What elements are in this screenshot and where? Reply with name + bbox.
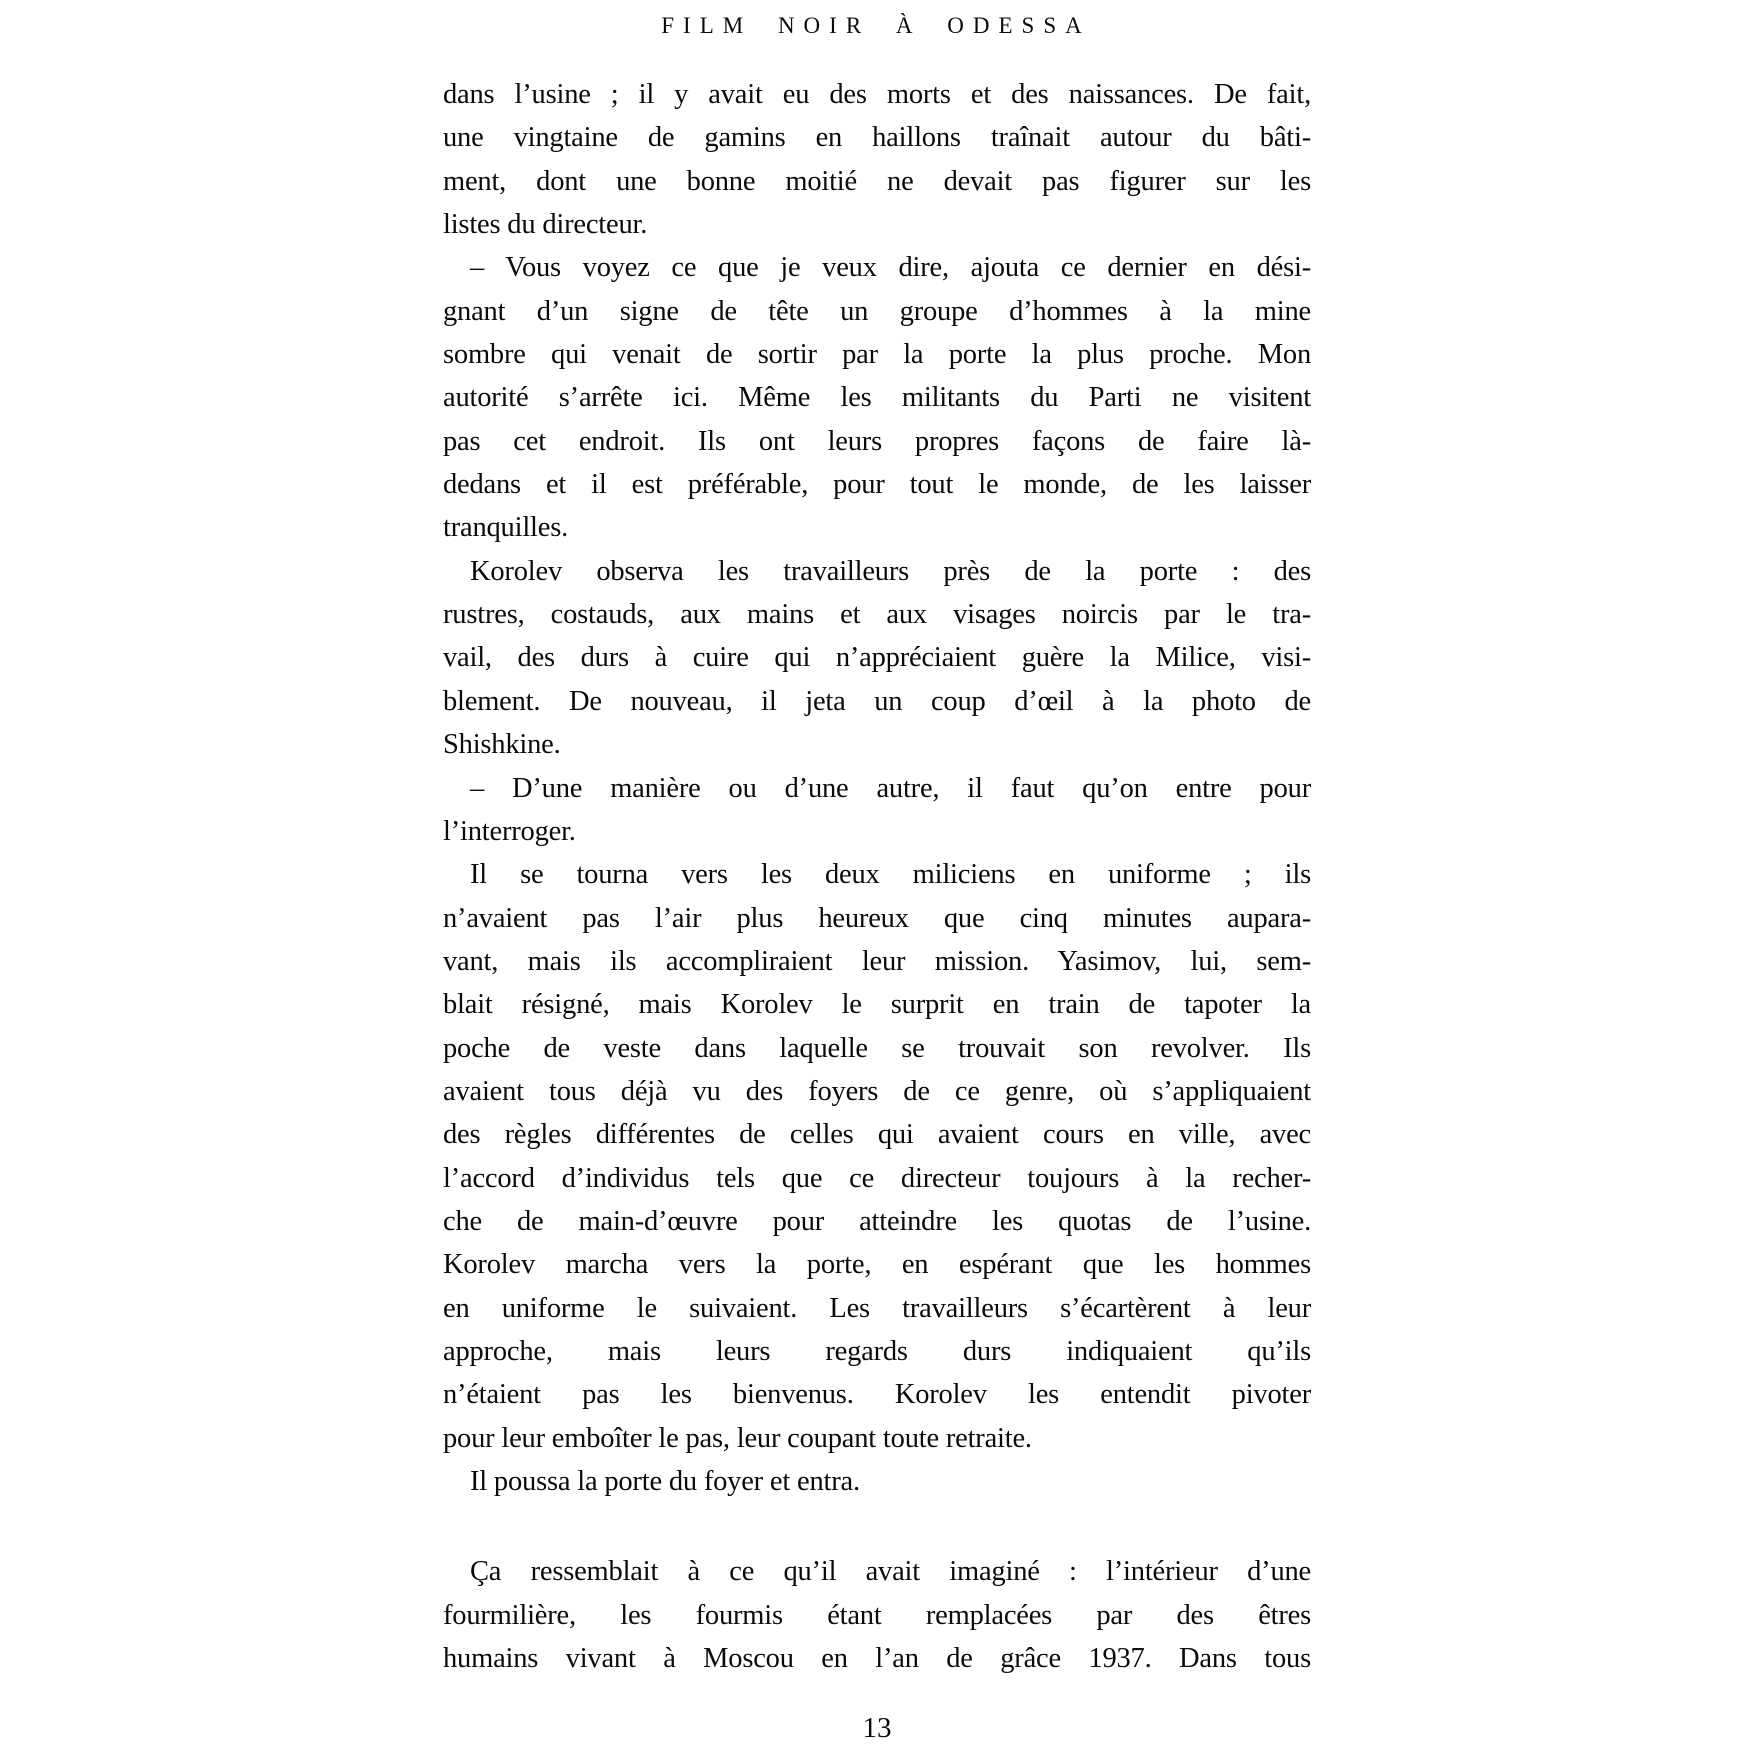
text-line: avaient tous déjà vu des foyers de ce genre, où s’appliquaient xyxy=(443,1075,1311,1107)
text-line: une vingtaine de gamins en haillons traînait autour du bâti- xyxy=(443,122,1311,154)
text-line: Shishkine. xyxy=(443,729,561,761)
text-line: pas cet endroit. Ils ont leurs propres façons de faire là- xyxy=(443,425,1311,457)
text-line: Korolev observa les travailleurs près de la porte : des xyxy=(470,555,1311,587)
text-line: humains vivant à Moscou en l’an de grâce 1937. Dans tous xyxy=(443,1643,1311,1675)
text-line: – D’une manière ou d’une autre, il faut qu’on entre pour xyxy=(470,772,1311,804)
text-line: poche de veste dans laquelle se trouvait son revolver. Ils xyxy=(443,1032,1311,1064)
text-line: des règles différentes de celles qui avaient cours en ville, avec xyxy=(443,1119,1311,1151)
text-line: dans l’usine ; il y avait eu des morts et des naissances. De fait, xyxy=(443,79,1311,110)
text-line: Ça ressemblait à ce qu’il avait imaginé : l’intérieur d’une xyxy=(470,1556,1311,1588)
text-line: approche, mais leurs regards durs indiquaient qu’ils xyxy=(443,1335,1311,1367)
text-line: l’interroger. xyxy=(443,815,576,847)
text-line: listes du directeur. xyxy=(443,209,648,241)
text-line: Il poussa la porte du foyer et entra. xyxy=(470,1466,860,1497)
text-line: ment, dont une bonne moitié ne devait pas figurer sur les xyxy=(443,165,1311,197)
text-line: vant, mais ils accompliraient leur mission. Yasimov, lui, sem- xyxy=(443,945,1311,977)
text-line: n’avaient pas l’air plus heureux que cinq minutes aupara- xyxy=(443,902,1311,934)
page-number: 13 xyxy=(862,1712,892,1744)
text-line: n’étaient pas les bienvenus. Korolev les entendit pivoter xyxy=(443,1379,1311,1411)
text-line: Il se tourna vers les deux miliciens en uniforme ; ils xyxy=(470,859,1311,891)
text-line: sombre qui venait de sortir par la porte la plus proche. Mon xyxy=(443,339,1311,371)
text-line: tranquilles. xyxy=(443,512,569,544)
text-line: blement. De nouveau, il jeta un coup d’œil à la photo de xyxy=(443,685,1311,717)
text-line: dedans et il est préférable, pour tout le monde, de les laisser xyxy=(443,469,1311,501)
text-line: blait résigné, mais Korolev le surprit en train de tapoter la xyxy=(443,989,1311,1021)
text-line: pour leur emboîter le pas, leur coupant toute retraite. xyxy=(443,1422,1032,1454)
running-header: FILM NOIR À ODESSA xyxy=(661,13,1091,38)
text-line: fourmilière, les fourmis étant remplacées par des êtres xyxy=(443,1599,1311,1631)
text-line: en uniforme le suivaient. Les travailleurs s’écartèrent à leur xyxy=(443,1292,1311,1324)
text-line: Korolev marcha vers la porte, en espérant que les hommes xyxy=(443,1249,1311,1281)
body-text xyxy=(443,73,1311,1680)
text-line: l’accord d’individus tels que ce directeur toujours à la recher- xyxy=(443,1162,1311,1194)
text-line: gnant d’un signe de tête un groupe d’hommes à la mine xyxy=(443,295,1311,327)
text-line: autorité s’arrête ici. Même les militants du Parti ne visitent xyxy=(443,382,1311,414)
text-line: rustres, costauds, aux mains et aux visages noircis par le tra- xyxy=(443,599,1311,631)
text-line: – Vous voyez ce que je veux dire, ajouta ce dernier en dési- xyxy=(470,252,1311,284)
text-line: vail, des durs à cuire qui n’appréciaient guère la Milice, visi- xyxy=(443,642,1311,674)
text-line: che de main-d’œuvre pour atteindre les quotas de l’usine. xyxy=(443,1205,1311,1237)
